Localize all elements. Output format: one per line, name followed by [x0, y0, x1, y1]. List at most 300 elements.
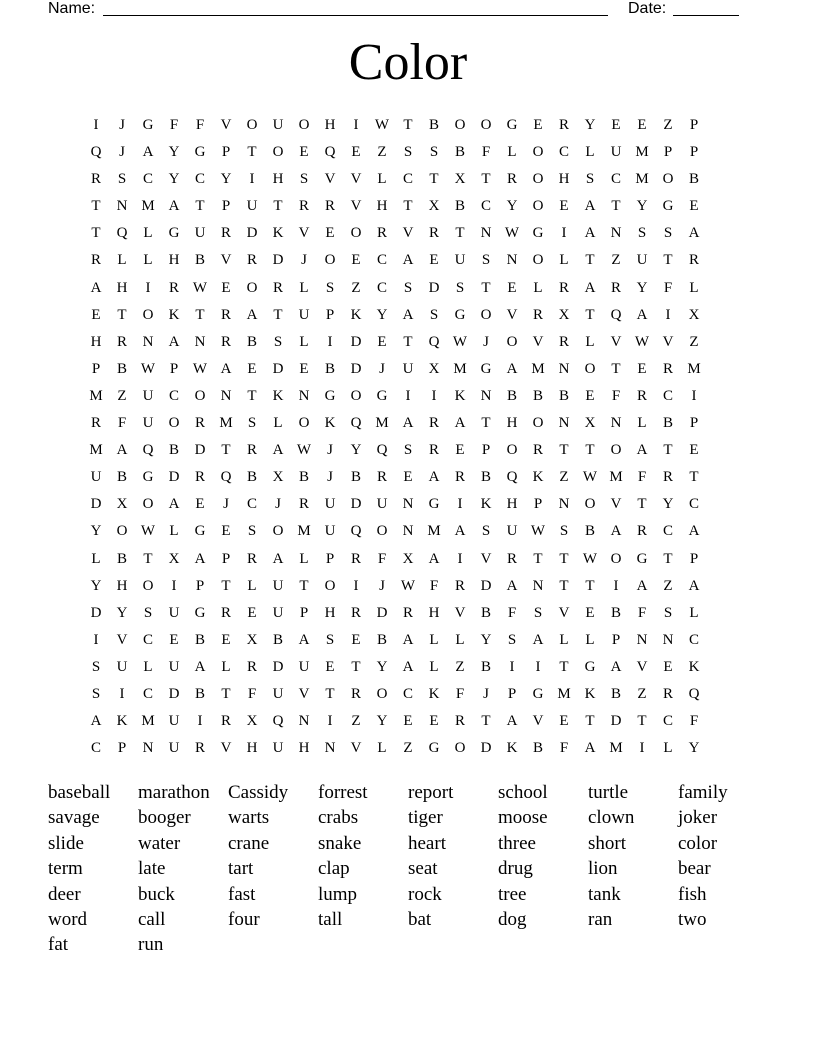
grid-letter[interactable]: F — [117, 415, 127, 432]
grid-letter[interactable]: B — [376, 631, 387, 648]
grid-letter[interactable]: G — [324, 387, 336, 404]
grid-letter[interactable]: I — [535, 658, 541, 675]
grid-letter[interactable]: V — [402, 225, 414, 242]
grid-letter[interactable]: W — [504, 225, 520, 242]
grid-letter[interactable]: A — [402, 252, 414, 269]
grid-letter[interactable]: A — [116, 442, 128, 459]
grid-letter[interactable]: G — [532, 225, 544, 242]
grid-letter[interactable]: E — [403, 469, 413, 486]
grid-letter[interactable]: T — [325, 685, 335, 702]
grid-letter[interactable]: P — [91, 360, 101, 377]
grid-letter[interactable]: D — [480, 577, 492, 594]
grid-letter[interactable]: Y — [168, 144, 180, 161]
grid-letter[interactable]: H — [428, 604, 440, 621]
grid-letter[interactable]: R — [168, 279, 179, 296]
grid-letter[interactable]: G — [142, 117, 154, 133]
grid-letter[interactable]: F — [455, 685, 465, 702]
grid-letter[interactable]: L — [689, 604, 699, 621]
grid-letter[interactable]: O — [532, 415, 544, 432]
grid-letter[interactable]: V — [220, 252, 232, 269]
grid-letter[interactable]: G — [480, 360, 492, 377]
grid-letter[interactable]: T — [481, 279, 491, 296]
grid-letter[interactable]: D — [168, 685, 180, 702]
grid-letter[interactable]: G — [428, 496, 440, 513]
grid-letter[interactable]: R — [220, 333, 231, 350]
grid-letter[interactable]: J — [275, 496, 281, 513]
grid-letter[interactable]: H — [506, 496, 518, 513]
grid-letter[interactable]: R — [558, 279, 569, 296]
grid-letter[interactable]: C — [142, 171, 153, 188]
grid-letter[interactable]: E — [507, 279, 517, 296]
grid-letter[interactable]: U — [324, 523, 336, 540]
grid-letter[interactable]: F — [637, 604, 647, 621]
grid-letter[interactable]: B — [246, 469, 257, 486]
grid-letter[interactable]: B — [558, 387, 569, 404]
grid-letter[interactable]: E — [351, 252, 361, 269]
grid-letter[interactable]: Q — [428, 333, 440, 350]
grid-letter[interactable]: B — [532, 387, 543, 404]
grid-letter[interactable]: U — [272, 740, 284, 757]
grid-letter[interactable]: V — [610, 496, 622, 513]
grid-letter[interactable]: L — [585, 631, 595, 648]
grid-letter[interactable]: A — [688, 523, 700, 540]
grid-letter[interactable]: E — [377, 333, 387, 350]
grid-letter[interactable]: C — [246, 496, 257, 513]
grid-letter[interactable]: O — [532, 198, 544, 215]
grid-letter[interactable]: J — [327, 469, 333, 486]
grid-letter[interactable]: Q — [688, 685, 700, 702]
grid-letter[interactable]: R — [454, 713, 465, 730]
grid-letter[interactable]: A — [402, 631, 414, 648]
grid-letter[interactable]: K — [584, 685, 596, 702]
grid-letter[interactable]: F — [195, 117, 205, 133]
grid-letter[interactable]: A — [506, 577, 518, 594]
grid-letter[interactable]: T — [481, 415, 491, 432]
grid-letter[interactable]: N — [610, 415, 622, 432]
grid-letter[interactable]: O — [272, 144, 284, 161]
grid-letter[interactable]: L — [273, 415, 283, 432]
grid-letter[interactable]: N — [298, 387, 310, 404]
grid-letter[interactable]: L — [429, 631, 439, 648]
grid-letter[interactable]: V — [636, 658, 648, 675]
grid-letter[interactable]: D — [194, 442, 206, 459]
grid-letter[interactable]: D — [350, 496, 362, 513]
grid-letter[interactable]: U — [168, 740, 180, 757]
name-field-line[interactable] — [103, 15, 608, 16]
grid-letter[interactable]: I — [93, 631, 99, 648]
grid-letter[interactable]: R — [662, 469, 673, 486]
grid-letter[interactable]: Q — [376, 442, 388, 459]
grid-letter[interactable]: H — [272, 171, 284, 188]
grid-letter[interactable]: P — [689, 550, 699, 567]
grid-letter[interactable]: E — [169, 631, 179, 648]
grid-letter[interactable]: Y — [376, 658, 388, 675]
grid-letter[interactable]: V — [610, 333, 622, 350]
grid-letter[interactable]: O — [142, 496, 154, 513]
grid-letter[interactable]: I — [249, 171, 255, 188]
grid-letter[interactable]: L — [507, 144, 517, 161]
grid-letter[interactable]: C — [90, 740, 101, 757]
grid-letter[interactable]: O — [298, 415, 310, 432]
grid-letter[interactable]: V — [454, 604, 466, 621]
grid-letter[interactable]: S — [403, 279, 413, 296]
grid-letter[interactable]: L — [143, 225, 153, 242]
grid-letter[interactable]: I — [171, 577, 177, 594]
grid-letter[interactable]: X — [454, 171, 466, 188]
grid-letter[interactable]: S — [91, 685, 101, 702]
grid-letter[interactable]: O — [324, 577, 336, 594]
grid-letter[interactable]: R — [506, 171, 517, 188]
grid-letter[interactable]: H — [90, 333, 102, 350]
grid-letter[interactable]: B — [662, 415, 673, 432]
grid-letter[interactable]: B — [116, 469, 127, 486]
grid-letter[interactable]: O — [142, 306, 154, 323]
grid-letter[interactable]: U — [168, 713, 180, 730]
grid-letter[interactable]: G — [194, 144, 206, 161]
grid-letter[interactable]: Q — [350, 415, 362, 432]
grid-letter[interactable]: E — [221, 279, 231, 296]
grid-letter[interactable]: O — [272, 523, 284, 540]
grid-letter[interactable]: K — [324, 415, 336, 432]
grid-letter[interactable]: A — [246, 306, 258, 323]
grid-letter[interactable]: M — [557, 685, 571, 702]
grid-letter[interactable]: B — [688, 171, 699, 188]
grid-letter[interactable]: C — [662, 523, 673, 540]
grid-letter[interactable]: S — [429, 306, 439, 323]
grid-letter[interactable]: B — [454, 144, 465, 161]
grid-letter[interactable]: G — [532, 685, 544, 702]
grid-letter[interactable]: W — [296, 442, 312, 459]
grid-letter[interactable]: S — [325, 631, 335, 648]
grid-letter[interactable]: I — [197, 713, 203, 730]
grid-letter[interactable]: C — [402, 171, 413, 188]
grid-letter[interactable]: S — [663, 604, 673, 621]
grid-letter[interactable]: G — [428, 740, 440, 757]
grid-letter[interactable]: E — [455, 442, 465, 459]
grid-letter[interactable]: U — [168, 658, 180, 675]
grid-letter[interactable]: R — [688, 252, 699, 269]
grid-letter[interactable]: A — [636, 442, 648, 459]
grid-letter[interactable]: A — [454, 415, 466, 432]
grid-letter[interactable]: U — [506, 523, 518, 540]
grid-letter[interactable]: Z — [663, 577, 673, 594]
grid-letter[interactable]: F — [481, 144, 491, 161]
grid-letter[interactable]: N — [558, 360, 570, 377]
grid-letter[interactable]: M — [141, 198, 155, 215]
grid-letter[interactable]: Y — [584, 117, 596, 133]
grid-letter[interactable]: G — [168, 225, 180, 242]
grid-letter[interactable]: O — [246, 279, 258, 296]
grid-letter[interactable]: W — [582, 550, 598, 567]
grid-letter[interactable]: C — [558, 144, 569, 161]
grid-letter[interactable]: D — [272, 658, 284, 675]
grid-letter[interactable]: A — [402, 658, 414, 675]
grid-letter[interactable]: E — [689, 198, 699, 215]
grid-letter[interactable]: O — [246, 117, 258, 133]
grid-letter[interactable]: N — [662, 631, 674, 648]
grid-letter[interactable]: M — [635, 144, 649, 161]
grid-letter[interactable]: V — [350, 171, 362, 188]
grid-letter[interactable]: D — [90, 604, 102, 621]
grid-letter[interactable]: M — [531, 360, 545, 377]
grid-letter[interactable]: L — [559, 252, 569, 269]
grid-letter[interactable]: O — [584, 360, 596, 377]
grid-letter[interactable]: Z — [351, 279, 361, 296]
grid-letter[interactable]: T — [351, 658, 361, 675]
grid-letter[interactable]: N — [532, 577, 544, 594]
grid-letter[interactable]: T — [559, 550, 569, 567]
grid-letter[interactable]: Y — [350, 442, 362, 459]
grid-letter[interactable]: A — [142, 144, 154, 161]
grid-letter[interactable]: E — [559, 198, 569, 215]
grid-letter[interactable]: R — [246, 442, 257, 459]
grid-letter[interactable]: R — [194, 740, 205, 757]
grid-letter[interactable]: H — [116, 279, 128, 296]
grid-letter[interactable]: M — [687, 360, 701, 377]
grid-letter[interactable]: Q — [324, 144, 336, 161]
grid-letter[interactable]: M — [89, 387, 103, 404]
grid-letter[interactable]: S — [247, 523, 257, 540]
grid-letter[interactable]: N — [636, 631, 648, 648]
grid-letter[interactable]: A — [688, 577, 700, 594]
grid-letter[interactable]: C — [168, 387, 179, 404]
grid-letter[interactable]: S — [273, 333, 283, 350]
grid-letter[interactable]: A — [584, 225, 596, 242]
grid-letter[interactable]: I — [561, 225, 567, 242]
grid-letter[interactable]: J — [223, 496, 229, 513]
grid-letter[interactable]: V — [220, 740, 232, 757]
grid-letter[interactable]: L — [299, 279, 309, 296]
grid-letter[interactable]: R — [90, 252, 101, 269]
grid-letter[interactable]: Z — [637, 685, 647, 702]
grid-letter[interactable]: Z — [663, 117, 673, 133]
grid-letter[interactable]: D — [350, 360, 362, 377]
grid-letter[interactable]: B — [584, 523, 595, 540]
grid-letter[interactable]: O — [584, 496, 596, 513]
grid-letter[interactable]: E — [325, 658, 335, 675]
grid-letter[interactable]: G — [662, 198, 674, 215]
grid-letter[interactable]: U — [454, 252, 466, 269]
grid-letter[interactable]: Y — [90, 523, 102, 540]
grid-letter[interactable]: A — [298, 631, 310, 648]
grid-letter[interactable]: I — [457, 496, 463, 513]
grid-letter[interactable]: W — [192, 279, 208, 296]
grid-letter[interactable]: T — [663, 550, 673, 567]
grid-letter[interactable]: L — [637, 415, 647, 432]
grid-letter[interactable]: K — [532, 469, 544, 486]
grid-letter[interactable]: P — [689, 144, 699, 161]
grid-letter[interactable]: U — [298, 658, 310, 675]
grid-letter[interactable]: Z — [403, 740, 413, 757]
grid-letter[interactable]: T — [429, 171, 439, 188]
grid-letter[interactable]: T — [533, 550, 543, 567]
grid-letter[interactable]: F — [377, 550, 387, 567]
grid-letter[interactable]: T — [559, 577, 569, 594]
grid-letter[interactable]: I — [353, 117, 359, 133]
grid-letter[interactable]: B — [610, 604, 621, 621]
grid-letter[interactable]: P — [221, 550, 231, 567]
grid-letter[interactable]: O — [506, 442, 518, 459]
grid-letter[interactable]: R — [610, 279, 621, 296]
grid-letter[interactable]: B — [480, 469, 491, 486]
grid-letter[interactable]: A — [584, 279, 596, 296]
grid-letter[interactable]: Y — [376, 306, 388, 323]
grid-letter[interactable]: L — [377, 171, 387, 188]
grid-letter[interactable]: T — [221, 442, 231, 459]
date-field-line[interactable] — [673, 15, 739, 16]
grid-letter[interactable]: L — [91, 550, 101, 567]
grid-letter[interactable]: R — [454, 577, 465, 594]
grid-letter[interactable]: X — [402, 550, 414, 567]
grid-letter[interactable]: J — [483, 685, 489, 702]
grid-letter[interactable]: U — [116, 658, 128, 675]
grid-letter[interactable]: X — [558, 306, 570, 323]
grid-letter[interactable]: T — [585, 577, 595, 594]
grid-letter[interactable]: I — [613, 577, 619, 594]
grid-letter[interactable]: E — [351, 144, 361, 161]
grid-letter[interactable]: W — [634, 333, 650, 350]
grid-letter[interactable]: E — [221, 631, 231, 648]
grid-letter[interactable]: R — [246, 658, 257, 675]
grid-letter[interactable]: R — [376, 469, 387, 486]
grid-letter[interactable]: O — [298, 117, 310, 133]
grid-letter[interactable]: R — [220, 713, 231, 730]
grid-letter[interactable]: R — [116, 333, 127, 350]
grid-letter[interactable]: O — [324, 252, 336, 269]
grid-letter[interactable]: C — [688, 631, 699, 648]
grid-letter[interactable]: R — [636, 523, 647, 540]
grid-letter[interactable]: W — [374, 117, 390, 133]
grid-letter[interactable]: F — [169, 117, 179, 133]
grid-letter[interactable]: A — [688, 225, 700, 242]
grid-letter[interactable]: L — [533, 279, 543, 296]
grid-letter[interactable]: J — [119, 117, 125, 133]
grid-letter[interactable]: P — [169, 360, 179, 377]
grid-letter[interactable]: Q — [90, 144, 102, 161]
grid-letter[interactable]: O — [532, 144, 544, 161]
grid-letter[interactable]: E — [533, 117, 543, 133]
grid-letter[interactable]: P — [299, 604, 309, 621]
grid-letter[interactable]: R — [636, 387, 647, 404]
grid-letter[interactable]: G — [454, 306, 466, 323]
grid-letter[interactable]: G — [506, 117, 518, 133]
grid-letter[interactable]: V — [350, 740, 362, 757]
grid-letter[interactable]: R — [246, 550, 257, 567]
grid-letter[interactable]: U — [610, 144, 622, 161]
grid-letter[interactable]: E — [299, 360, 309, 377]
grid-letter[interactable]: R — [298, 496, 309, 513]
grid-letter[interactable]: Y — [116, 604, 128, 621]
grid-letter[interactable]: M — [427, 523, 441, 540]
grid-letter[interactable]: T — [585, 252, 595, 269]
grid-letter[interactable]: S — [455, 279, 465, 296]
grid-letter[interactable]: A — [584, 198, 596, 215]
grid-letter[interactable]: S — [403, 442, 413, 459]
grid-letter[interactable]: N — [298, 713, 310, 730]
grid-letter[interactable]: H — [168, 252, 180, 269]
grid-letter[interactable]: T — [663, 252, 673, 269]
grid-letter[interactable]: G — [194, 523, 206, 540]
grid-letter[interactable]: T — [117, 306, 127, 323]
grid-letter[interactable]: A — [90, 279, 102, 296]
grid-letter[interactable]: M — [375, 415, 389, 432]
grid-letter[interactable]: D — [272, 252, 284, 269]
grid-letter[interactable]: W — [140, 360, 156, 377]
grid-letter[interactable]: N — [220, 387, 232, 404]
grid-letter[interactable]: T — [403, 117, 413, 133]
grid-letter[interactable]: L — [689, 279, 699, 296]
grid-letter[interactable]: U — [376, 496, 388, 513]
grid-letter[interactable]: R — [662, 685, 673, 702]
grid-letter[interactable]: R — [220, 225, 231, 242]
grid-letter[interactable]: O — [610, 442, 622, 459]
grid-letter[interactable]: X — [246, 713, 258, 730]
grid-letter[interactable]: N — [480, 387, 492, 404]
grid-letter[interactable]: J — [379, 577, 385, 594]
grid-letter[interactable]: W — [140, 523, 156, 540]
grid-letter[interactable]: I — [691, 387, 697, 404]
grid-letter[interactable]: Q — [142, 442, 154, 459]
grid-letter[interactable]: P — [689, 117, 699, 133]
grid-letter[interactable]: S — [533, 604, 543, 621]
grid-letter[interactable]: L — [299, 550, 309, 567]
grid-letter[interactable]: A — [610, 658, 622, 675]
grid-letter[interactable]: B — [116, 550, 127, 567]
grid-letter[interactable]: I — [639, 740, 645, 757]
grid-letter[interactable]: S — [247, 415, 257, 432]
grid-letter[interactable]: L — [377, 740, 387, 757]
grid-letter[interactable]: A — [584, 740, 596, 757]
grid-letter[interactable]: S — [143, 604, 153, 621]
grid-letter[interactable]: U — [168, 604, 180, 621]
grid-letter[interactable]: M — [609, 740, 623, 757]
grid-letter[interactable]: A — [90, 713, 102, 730]
grid-letter[interactable]: O — [506, 333, 518, 350]
grid-letter[interactable]: R — [298, 198, 309, 215]
grid-letter[interactable]: I — [119, 685, 125, 702]
grid-letter[interactable]: R — [662, 360, 673, 377]
grid-letter[interactable]: I — [431, 387, 437, 404]
grid-letter[interactable]: X — [272, 469, 284, 486]
grid-letter[interactable]: N — [116, 198, 128, 215]
grid-letter[interactable]: R — [220, 306, 231, 323]
grid-letter[interactable]: S — [507, 631, 517, 648]
grid-letter[interactable]: J — [301, 252, 307, 269]
grid-letter[interactable]: P — [481, 442, 491, 459]
grid-letter[interactable]: L — [559, 631, 569, 648]
grid-letter[interactable]: T — [273, 306, 283, 323]
grid-letter[interactable]: I — [509, 658, 515, 675]
grid-letter[interactable]: V — [506, 306, 518, 323]
grid-letter[interactable]: V — [298, 225, 310, 242]
grid-letter[interactable]: U — [402, 360, 414, 377]
grid-letter[interactable]: P — [663, 144, 673, 161]
grid-letter[interactable]: Q — [610, 306, 622, 323]
grid-letter[interactable]: F — [611, 387, 621, 404]
grid-letter[interactable]: R — [220, 604, 231, 621]
grid-letter[interactable]: L — [455, 631, 465, 648]
grid-letter[interactable]: A — [272, 442, 284, 459]
grid-letter[interactable]: R — [324, 198, 335, 215]
grid-letter[interactable]: E — [637, 360, 647, 377]
grid-letter[interactable]: L — [143, 658, 153, 675]
grid-letter[interactable]: M — [297, 523, 311, 540]
grid-letter[interactable]: U — [636, 252, 648, 269]
grid-letter[interactable]: V — [662, 333, 674, 350]
grid-letter[interactable]: S — [325, 279, 335, 296]
grid-letter[interactable]: T — [195, 306, 205, 323]
grid-letter[interactable]: D — [168, 469, 180, 486]
